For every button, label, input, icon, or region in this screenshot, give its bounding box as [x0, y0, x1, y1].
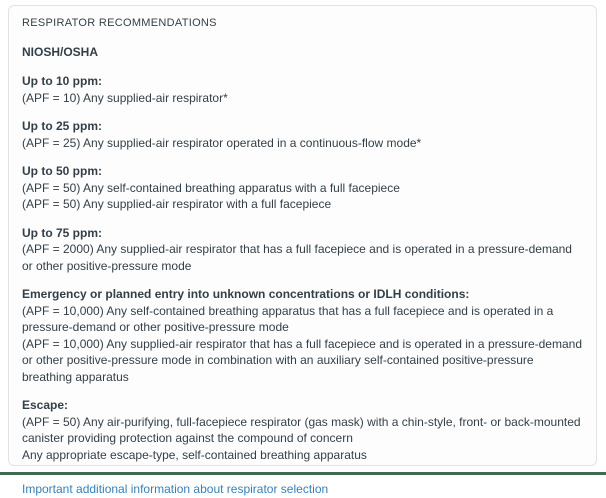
- section-up-to-75-ppm: [22, 225, 584, 275]
- recommendation-line: (APF = 10,000) Any self-contained breathing apparatus that has a full facepiece and is operated in a pressure-demand or other positive-pressure mode: [22, 303, 554, 334]
- section-heading: Escape:: [22, 398, 69, 412]
- recommendation-line: (APF = 25) Any supplied-air respirator operated in a continuous-flow mode*: [22, 135, 422, 150]
- section-heading: Emergency or planned entry into unknown concentrations or IDLH conditions:: [22, 287, 470, 301]
- section-escape: [22, 397, 584, 463]
- section-heading: Up to 50 ppm:: [22, 164, 102, 178]
- respirator-selection-info-link[interactable]: Important additional information about respirator selection: [22, 482, 329, 496]
- section-heading: Up to 10 ppm:: [22, 74, 102, 88]
- section-up-to-10-ppm: [22, 73, 584, 106]
- agency-heading: NIOSH/OSHA: [22, 45, 99, 59]
- section-heading: Up to 75 ppm:: [22, 225, 102, 240]
- panel-title: RESPIRATOR RECOMMENDATIONS: [22, 17, 217, 29]
- section-emergency-idlh: [22, 286, 584, 385]
- recommendation-line: (APF = 50) Any air-purifying, full-facepiece respirator (gas mask) with a chin-style, front- or back-mounted canister providing protection against the compound of concern: [22, 414, 581, 445]
- section-up-to-50-ppm: [22, 163, 584, 213]
- section-heading: Up to 25 ppm:: [22, 119, 102, 133]
- recommendation-line: Any appropriate escape-type, self-contained breathing apparatus: [22, 447, 367, 462]
- footer-top-border: [0, 472, 606, 475]
- respirator-recommendations-panel: [8, 5, 597, 496]
- recommendation-line: (APF = 10,000) Any supplied-air respirator that has a full facepiece and is operated in a pressure-demand or other positive-pressure mode in combination with an auxiliary self-contained positive-pressure breathing apparatus: [22, 336, 582, 384]
- recommendation-line: (APF = 10) Any supplied-air respirator*: [22, 90, 228, 105]
- section-up-to-25-ppm: [22, 118, 584, 151]
- recommendation-line: (APF = 50) Any self-contained breathing apparatus with a full facepiece: [22, 180, 400, 195]
- recommendation-line: (APF = 50) Any supplied-air respirator with a full facepiece: [22, 197, 332, 211]
- recommendation-line: (APF = 2000) Any supplied-air respirator that has a full facepiece and is operated in a pressure-demand or other positive-pressure mode: [22, 242, 572, 273]
